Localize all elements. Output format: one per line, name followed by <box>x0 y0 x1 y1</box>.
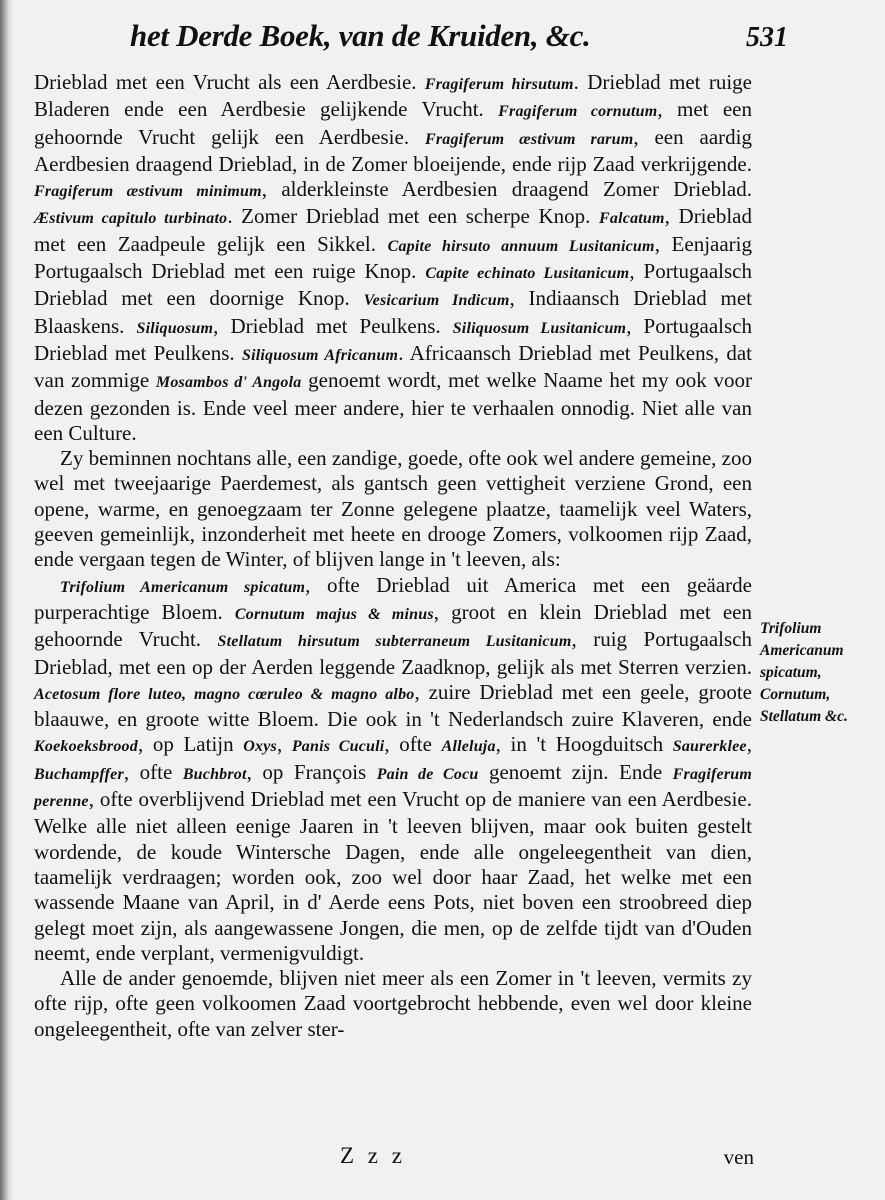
latin-plant-name: Saurerklee <box>672 738 747 756</box>
latin-plant-name: Alleluja <box>441 738 496 756</box>
paragraph-2 <box>34 446 752 572</box>
text-run: , Portugaalsch Drieblad met Peulkens. <box>34 313 752 365</box>
text-run: , ofte <box>384 732 442 757</box>
latin-plant-name: Oxys <box>243 738 277 756</box>
signature-mark: Z z z <box>340 1143 406 1168</box>
text-run: , Eenjaarig Portugaalsch Drieblad met een ruige Knop. <box>34 231 752 284</box>
running-head: het Derde Boek, van de Kruiden, &c. <box>130 18 591 53</box>
text-run: , <box>276 732 292 757</box>
text-run: , Indiaansch Drieblad met Blaaskens. <box>34 286 753 338</box>
text-run: . Africaansch Drieblad met Peulkens, dat van zommige <box>34 340 753 393</box>
latin-plant-name: Koekoeksbrood <box>34 738 138 756</box>
text-run: , ruig Portugaalsch Drieblad, met een op der Aerden leggende Zaadknop, gelijk als met Sterren verzien. <box>34 627 752 679</box>
latin-plant-name: Siliquosum Africanum <box>242 346 399 364</box>
latin-plant-name: Panis Cuculi <box>291 738 385 756</box>
text-run: Drieblad met een Vrucht als een Aerdbesie. <box>34 70 425 94</box>
text-run: , groot en klein Drieblad met een gehoornde Vrucht. <box>34 599 752 652</box>
latin-plant-name: Siliquosum <box>136 319 214 337</box>
latin-plant-name: Æstivum capitulo turbinato <box>34 210 228 228</box>
latin-plant-name: Mosambos d' Angola <box>155 374 302 392</box>
paragraph-4 <box>34 966 752 1042</box>
latin-plant-name: Acetosum flore luteo, magno cœruleo & magno albo <box>34 685 415 703</box>
text-run: , <box>746 732 752 757</box>
latin-plant-name: Buchampffer <box>34 765 124 783</box>
page-edge-shadow <box>0 0 14 1200</box>
latin-plant-name: Stellatum hirsutum subterraneum Lusitanicum <box>217 633 572 651</box>
main-text <box>34 70 752 1042</box>
text-run: , op François <box>246 759 377 784</box>
text-run: , ofte Drieblad uit America met een geäarde purperachtige Bloem. <box>34 572 752 624</box>
page-footer <box>34 1143 752 1173</box>
latin-plant-name: Trifolium Americanum spicatum <box>60 578 306 596</box>
latin-plant-name: Capite hirsuto annuum Lusitanicum <box>387 237 655 255</box>
page-header <box>130 18 788 62</box>
latin-plant-name: Pain de Cocu <box>376 765 479 783</box>
latin-plant-name: Fragiferum cornutum <box>498 103 658 121</box>
latin-plant-name: Fragiferum hirsutum <box>424 76 574 93</box>
text-run: Zy beminnen nochtans alle, een zandige, goede, ofte ook wel andere gemeine, zoo wel met tweejaarige Paerdemest, als gantsch geen vettigheit verziene Grond, een opene, warme, en genoegzaam ter Zonne gelegene plaatze, taamelijk veel Waters, geeven gemeinlijk, inzonderheit met heete en drooge Zomers, volkoomen rijp Zaad, ende vergaan tegen de Winter, of blijven lange in 't leeven, als: <box>34 446 752 572</box>
text-run: , een aardig Aerdbesien draagend Drieblad, in de Zomer bloeijende, ende rijp Zaad verkrijgende. <box>34 124 752 176</box>
marginal-note: Trifolium Americanum spicatum, Cornutum, Stellatum &c. <box>760 620 848 725</box>
text-run: , ofte overblijvend Drieblad met een Vrucht op de maniere van een Aerdbesie. Welke alle niet alleen eenige Jaaren in 't leeven blijven, maar ook buiten gestelt wordende, de koude Wintersche Dagen, ende alle ongeleegentheit van dien, taamelijk verdraagen; worden ook, zoo wel door haar Zaad, het welke met een wassende Maane van April, in d' Aerde eens Pots, niet boven een stroobreed diep gelegt moet zijn, als aangewassene Jongen, die men, op de zelfde tijdt van d'Ouden neemt, ende verplant, vermenigvuldigt. <box>34 787 752 965</box>
text-run: genoemt wordt, met welke Naame het my ook voor dezen gezonden is. Ende veel meer andere, hier te verhaalen onnodig. Niet alle van een Culture. <box>34 368 753 445</box>
text-run: , ofte <box>123 759 183 784</box>
latin-plant-name: Fragiferum perenne <box>34 765 752 811</box>
latin-plant-name: Siliquosum Lusitanicum <box>452 319 627 337</box>
text-run: , zuire Drieblad met een geele, groote blaauwe, en groote witte Bloem. Die ook in 't Nederlandsch zuire Klaveren, ende <box>34 679 753 732</box>
latin-plant-name: Vesicarium Indicum <box>363 292 510 310</box>
paragraph-3 <box>34 573 752 966</box>
text-run: , in 't Hoogduitsch <box>495 732 673 757</box>
latin-plant-name: Fragiferum æstivum minimum <box>34 183 262 201</box>
text-run: , met een gehoornde Vrucht gelijk een Aerdbesie. <box>34 97 752 149</box>
paragraph-1 <box>34 70 752 446</box>
text-run: , op Latijn <box>137 732 244 757</box>
text-run: , alderkleinste Aerdbesien draagend Zomer Drieblad. <box>261 177 752 202</box>
text-run: , Portugaalsch Drieblad met een doornige Knop. <box>34 259 752 311</box>
latin-plant-name: Capite echinato Lusitanicum <box>425 265 630 283</box>
latin-plant-name: Buchbrot <box>182 765 247 783</box>
latin-plant-name: Falcatum <box>599 210 665 228</box>
text-run: , Drieblad met een Zaadpeule gelijk een Sikkel. <box>34 204 752 256</box>
text-run: . Drieblad met ruige Bladeren ende een Aerdbesie gelijkende Vrucht. <box>34 70 752 122</box>
latin-plant-name: Cornutum majus & minus <box>234 605 434 623</box>
catchword: ven <box>723 1145 754 1169</box>
text-run: Alle de ander genoemde, blijven niet meer als een Zomer in 't leeven, vermits zy ofte rijp, ofte geen volkoomen Zaad voortgebrocht hebbende, even wel door kleine ongeleegentheit, ofte van zelver ster- <box>34 966 752 1041</box>
page-number: 531 <box>746 22 788 53</box>
text-run: , Drieblad met Peulkens. <box>213 313 453 338</box>
text-run: . Zomer Drieblad met een scherpe Knop. <box>227 204 600 229</box>
latin-plant-name: Fragiferum æstivum rarum <box>424 130 634 148</box>
text-run: genoemt zijn. Ende <box>478 759 673 784</box>
